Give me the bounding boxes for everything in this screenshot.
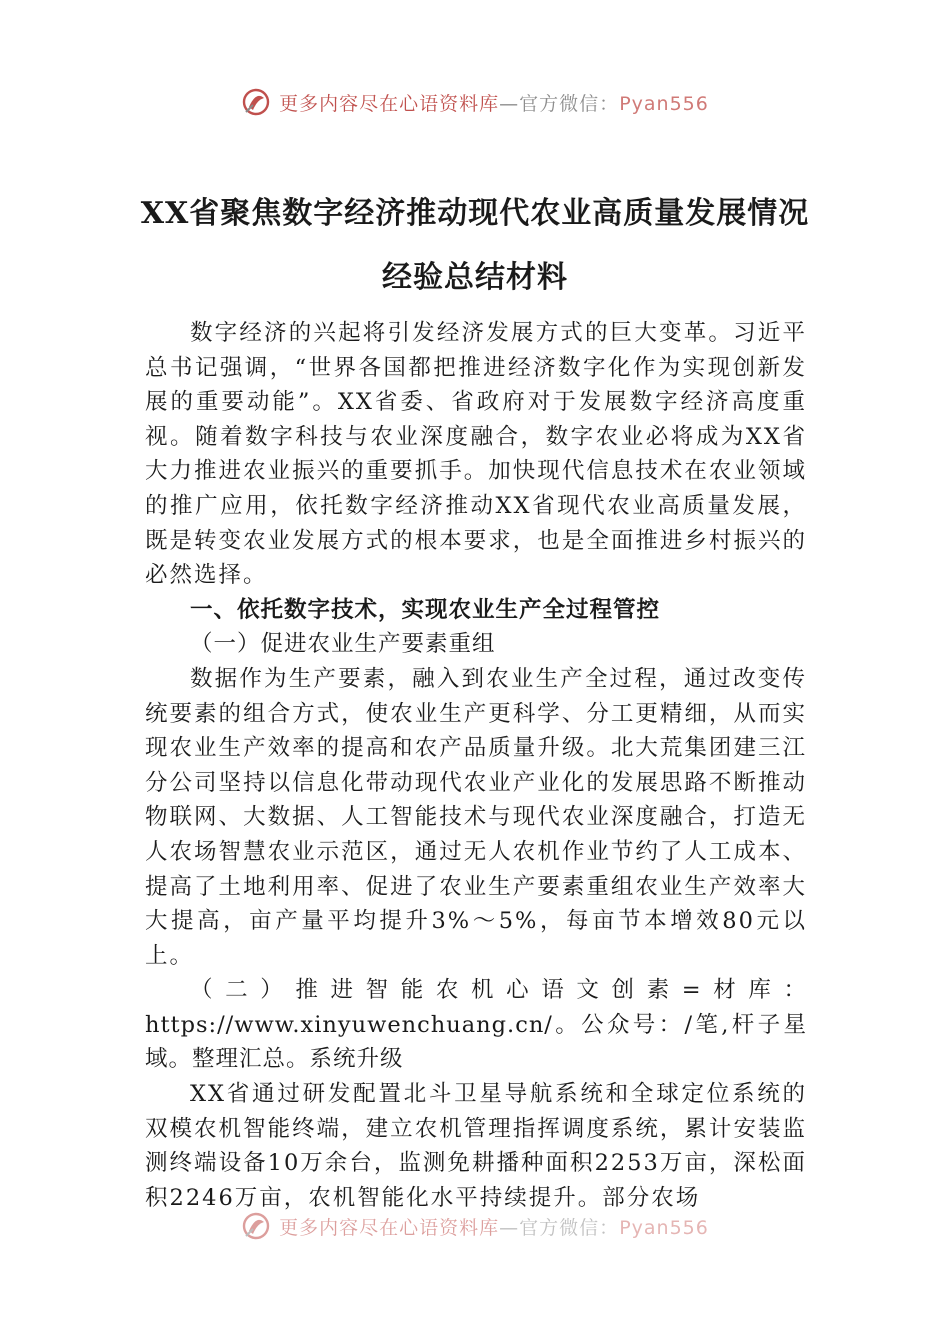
watermark-header xyxy=(0,82,950,122)
subsection-heading: （一）促进农业生产要素重组 xyxy=(190,631,496,658)
document-title: XX省聚焦数字经济推动现代农业高质量发展情况经验总结材料 xyxy=(140,196,810,295)
section-heading: 一、依托数字技术，实现农业生产全过程管控 xyxy=(190,596,661,623)
document-body xyxy=(145,316,807,1215)
watermark-text: 更多内容尽在心语资料库—官方微信：Pyan556 xyxy=(279,1216,709,1239)
subsection-heading: （二）推进智能农机心语文创素=材库：https://www.xinyuwenchuang.cn/。公众号：/笔,杆子星域。整理汇总。系统升级 xyxy=(145,977,807,1073)
body-paragraph: XX省通过研发配置北斗卫星导航系统和全球定位系统的双模农机智能终端，建立农机管理指挥调度系统，累计安装监测终端设备10万余台，监测免耕播种面积2253万亩，深松面积2246万亩，农机智能化水平持续提升。部分农场 xyxy=(145,1081,807,1211)
watermark-text: 更多内容尽在心语资料库—官方微信：Pyan556 xyxy=(279,92,709,115)
body-paragraph: 数据作为生产要素，融入到农业生产全过程，通过改变传统要素的组合方式，使农业生产更科学、分工更精细，从而实现农业生产效率的提高和农产品质量升级。北大荒集团建三江分公司坚持以信息化带动现代农业产业化的发展思路不断推动物联网、大数据、人工智能技术与现代农业深度融合，打造无人农场智慧农业示范区，通过无人农机作业节约了人工成本、提高了土地利用率、促进了农业生产要素重组农业生产效率大大提高，亩产量平均提升3%～5%，每亩节本增效80元以上。 xyxy=(145,665,807,969)
watermark-logo-icon xyxy=(241,87,271,117)
watermark-footer xyxy=(0,1206,950,1246)
body-paragraph: 数字经济的兴起将引发经济发展方式的巨大变革。习近平总书记强调，“世界各国都把推进经济数字化作为实现创新发展的重要动能”。XX省委、省政府对于发展数字经济高度重视。随着数字科技与农业深度融合，数字农业必将成为XX省大力推进农业振兴的重要抓手。加快现代信息技术在农业领域的推广应用，依托数字经济推动XX省现代农业高质量发展，既是转变农业发展方式的根本要求，也是全面推进乡村振兴的必然选择。 xyxy=(145,320,807,589)
watermark-logo-icon xyxy=(241,1211,271,1241)
